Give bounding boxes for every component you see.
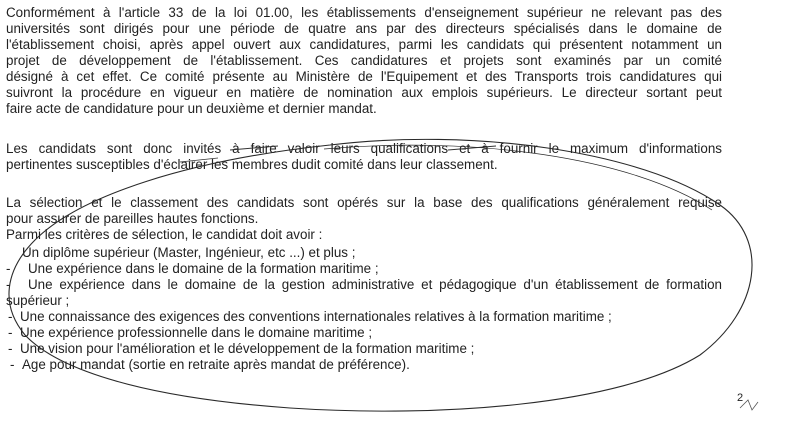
text-line: projet de développement de l'établissement. Ces candidatures et projets sont examinés par un comité — [6, 53, 722, 68]
bullet-dash: - — [8, 309, 13, 324]
bullet-dash: - — [8, 341, 13, 356]
bullet-dash: - — [8, 325, 13, 340]
text-line: La sélection et le classement des candidats sont opérés sur la base des qualifications généralement requise — [6, 195, 722, 210]
criteria-text: Un diplôme supérieur (Master, Ingénieur, etc ...) et plus ; — [22, 245, 356, 260]
criteria-item — [6, 325, 722, 341]
text-line: suivront la procédure en vigueur en matière de nomination aux emplois supérieurs. Le directeur sortant peut — [6, 85, 722, 100]
text-line: désigné à cet effet. Ce comité présente au Ministère de l'Equipement et des Transports trois candidatures qui — [6, 69, 722, 84]
criteria-text: Age pour mandat (sortie en retraite après mandat de préférence). — [22, 357, 410, 372]
page-number: 2 — [737, 392, 744, 404]
paragraph-candidates — [6, 141, 722, 173]
text-line: Parmi les critères de sélection, le candidat doit avoir : — [6, 227, 323, 242]
criteria-item — [6, 309, 722, 325]
criteria-text: Une expérience dans le domaine de la formation maritime ; — [28, 261, 379, 276]
criteria-item — [6, 261, 722, 277]
bullet-dash: - — [10, 357, 15, 372]
text-line: pertinentes susceptibles d'éclairer les membres dudit comité dans leur classement. — [6, 157, 498, 172]
criteria-text: Une vision pour l'amélioration et le développement de la formation maritime ; — [20, 341, 475, 356]
bullet-dash: - — [6, 277, 11, 292]
criteria-item — [6, 357, 722, 373]
criteria-text: Une expérience dans le domaine de la gestion administrative et pédagogique d'un établissement de formation supérieur ; — [6, 277, 722, 308]
text-line: faire acte de candidature pour un deuxième et dernier mandat. — [6, 101, 377, 116]
criteria-item — [6, 277, 722, 309]
paragraph-selection — [6, 195, 722, 243]
text-line: l'établissement choisi, après appel ouvert aux candidatures, parmi les candidats qui présentent notamment un — [6, 37, 722, 52]
paragraph-mandate — [6, 5, 722, 117]
criteria-item — [6, 245, 722, 261]
text-line: Les candidats sont donc invités à faire valoir leurs qualifications et à fournir le maximum d'informations — [6, 141, 722, 156]
bullet-dash: - — [6, 261, 11, 276]
text-line: universités sont dirigés pour une période de quatre ans par des directeurs spécialisés dans le domaine de — [6, 21, 722, 36]
criteria-list — [6, 245, 722, 373]
criteria-text: Une connaissance des exigences des conventions internationales relatives à la formation maritime ; — [20, 309, 612, 324]
text-line: pour assurer de pareilles hautes fonctions. — [6, 211, 259, 226]
criteria-text: Une expérience professionnelle dans le domaine maritime ; — [20, 325, 373, 340]
text-line: Conformément à l'article 33 de la loi 01.00, les établissements d'enseignement supérieur ne relevant pas des — [6, 5, 722, 20]
criteria-item — [6, 341, 722, 357]
